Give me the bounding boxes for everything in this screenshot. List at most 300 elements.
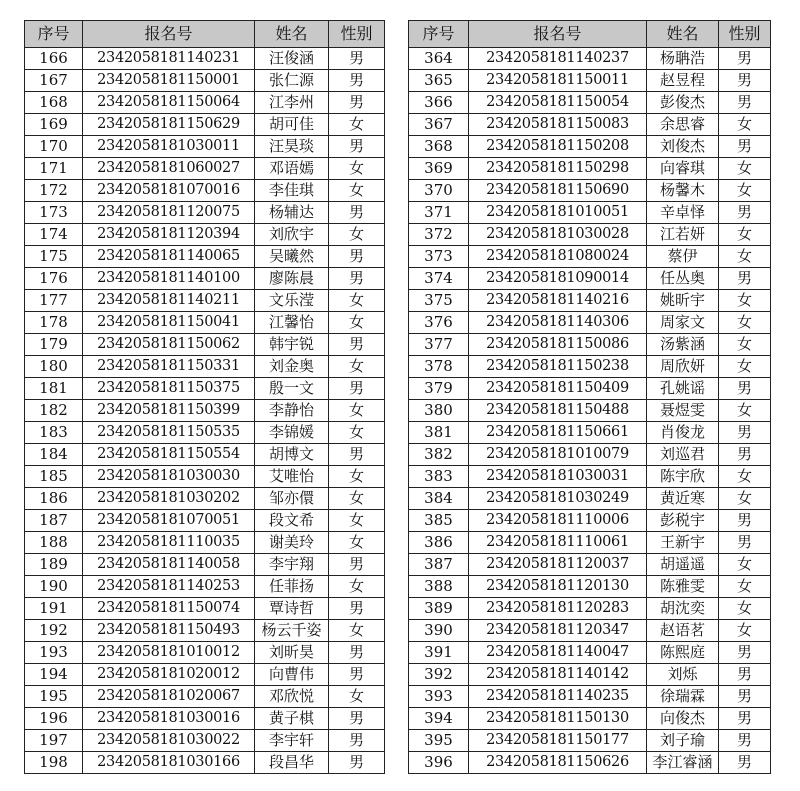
- cell-seq: 368: [409, 136, 469, 158]
- cell-gender: 男: [329, 48, 385, 70]
- cell-regno: 2342058181150001: [83, 70, 255, 92]
- cell-gender: 女: [719, 620, 771, 642]
- table-row: [409, 70, 771, 92]
- cell-regno: 2342058181150130: [469, 708, 647, 730]
- cell-gender: 男: [329, 642, 385, 664]
- cell-regno: 2342058181030028: [469, 224, 647, 246]
- table-row: [25, 532, 385, 554]
- table-row: [25, 510, 385, 532]
- cell-seq: 382: [409, 444, 469, 466]
- cell-gender: 男: [719, 532, 771, 554]
- table-row: [409, 642, 771, 664]
- table-row: [25, 180, 385, 202]
- table-row: [25, 246, 385, 268]
- table-row: [409, 510, 771, 532]
- cell-name: 汪俊涵: [255, 48, 329, 70]
- cell-regno: 2342058181080024: [469, 246, 647, 268]
- cell-gender: 男: [719, 70, 771, 92]
- cell-regno: 2342058181150554: [83, 444, 255, 466]
- cell-regno: 2342058181150238: [469, 356, 647, 378]
- cell-gender: 女: [719, 334, 771, 356]
- cell-seq: 376: [409, 312, 469, 334]
- table-row: [25, 642, 385, 664]
- cell-regno: 2342058181120130: [469, 576, 647, 598]
- cell-regno: 2342058181030022: [83, 730, 255, 752]
- cell-regno: 2342058181150690: [469, 180, 647, 202]
- cell-regno: 2342058181030249: [469, 488, 647, 510]
- cell-name: 艾唯怡: [255, 466, 329, 488]
- cell-seq: 184: [25, 444, 83, 466]
- table-row: [409, 422, 771, 444]
- table-row: [25, 422, 385, 444]
- cell-regno: 2342058181140231: [83, 48, 255, 70]
- cell-regno: 2342058181020067: [83, 686, 255, 708]
- cell-seq: 179: [25, 334, 83, 356]
- cell-name: 辛卓怿: [647, 202, 719, 224]
- cell-regno: 2342058181150298: [469, 158, 647, 180]
- cell-seq: 178: [25, 312, 83, 334]
- cell-regno: 2342058181150409: [469, 378, 647, 400]
- cell-name: 江若妍: [647, 224, 719, 246]
- cell-regno: 2342058181150054: [469, 92, 647, 114]
- cell-seq: 182: [25, 400, 83, 422]
- cell-gender: 女: [719, 312, 771, 334]
- cell-regno: 2342058181120075: [83, 202, 255, 224]
- cell-seq: 190: [25, 576, 83, 598]
- cell-regno: 2342058181150177: [469, 730, 647, 752]
- cell-regno: 2342058181150064: [83, 92, 255, 114]
- cell-seq: 389: [409, 598, 469, 620]
- table-row: [25, 136, 385, 158]
- cell-gender: 男: [719, 444, 771, 466]
- cell-regno: 2342058181150493: [83, 620, 255, 642]
- cell-name: 胡博文: [255, 444, 329, 466]
- cell-seq: 175: [25, 246, 83, 268]
- cell-gender: 女: [329, 400, 385, 422]
- cell-gender: 男: [329, 752, 385, 774]
- cell-name: 汤紫涵: [647, 334, 719, 356]
- cell-seq: 364: [409, 48, 469, 70]
- cell-gender: 男: [329, 202, 385, 224]
- cell-seq: 194: [25, 664, 83, 686]
- table-row: [25, 730, 385, 752]
- cell-regno: 2342058181140065: [83, 246, 255, 268]
- cell-gender: 女: [719, 466, 771, 488]
- cell-name: 段文希: [255, 510, 329, 532]
- cell-regno: 2342058181120394: [83, 224, 255, 246]
- cell-seq: 187: [25, 510, 83, 532]
- table-row: [409, 334, 771, 356]
- cell-name: 江馨怡: [255, 312, 329, 334]
- roster-body-left: [25, 48, 385, 774]
- cell-gender: 男: [329, 664, 385, 686]
- table-row: [409, 114, 771, 136]
- table-row: [25, 290, 385, 312]
- cell-name: 黄子棋: [255, 708, 329, 730]
- cell-name: 周家文: [647, 312, 719, 334]
- table-row: [409, 158, 771, 180]
- cell-name: 陈熙庭: [647, 642, 719, 664]
- table-row: [409, 92, 771, 114]
- table-row: [25, 686, 385, 708]
- cell-name: 杨辅达: [255, 202, 329, 224]
- table-row: [409, 312, 771, 334]
- cell-gender: 女: [329, 224, 385, 246]
- cell-gender: 男: [329, 378, 385, 400]
- cell-name: 向曹伟: [255, 664, 329, 686]
- table-row: [409, 224, 771, 246]
- cell-gender: 男: [329, 246, 385, 268]
- cell-regno: 2342058181150535: [83, 422, 255, 444]
- cell-regno: 2342058181150661: [469, 422, 647, 444]
- cell-name: 姚昕宇: [647, 290, 719, 312]
- cell-seq: 375: [409, 290, 469, 312]
- cell-name: 向俊杰: [647, 708, 719, 730]
- table-row: [25, 378, 385, 400]
- cell-gender: 女: [329, 312, 385, 334]
- cell-gender: 男: [329, 598, 385, 620]
- cell-regno: 2342058181010051: [469, 202, 647, 224]
- cell-regno: 2342058181010079: [469, 444, 647, 466]
- header-gender: 性别: [329, 21, 385, 48]
- table-row: [409, 488, 771, 510]
- cell-gender: 男: [719, 686, 771, 708]
- cell-gender: 女: [719, 488, 771, 510]
- cell-seq: 369: [409, 158, 469, 180]
- cell-seq: 393: [409, 686, 469, 708]
- cell-seq: 377: [409, 334, 469, 356]
- cell-name: 邓欣悦: [255, 686, 329, 708]
- cell-name: 赵昱程: [647, 70, 719, 92]
- cell-name: 李锦媛: [255, 422, 329, 444]
- cell-regno: 2342058181110006: [469, 510, 647, 532]
- cell-regno: 2342058181070051: [83, 510, 255, 532]
- cell-regno: 2342058181110035: [83, 532, 255, 554]
- cell-name: 覃诗哲: [255, 598, 329, 620]
- roster-table-right: [408, 20, 771, 774]
- cell-seq: 192: [25, 620, 83, 642]
- table-row: [409, 400, 771, 422]
- cell-gender: 男: [719, 92, 771, 114]
- cell-regno: 2342058181140237: [469, 48, 647, 70]
- cell-regno: 2342058181140100: [83, 268, 255, 290]
- cell-seq: 198: [25, 752, 83, 774]
- cell-regno: 2342058181140306: [469, 312, 647, 334]
- cell-regno: 2342058181150629: [83, 114, 255, 136]
- table-row: [409, 664, 771, 686]
- cell-seq: 372: [409, 224, 469, 246]
- cell-name: 邓语嫣: [255, 158, 329, 180]
- cell-seq: 391: [409, 642, 469, 664]
- cell-gender: 男: [719, 422, 771, 444]
- cell-gender: 女: [329, 466, 385, 488]
- cell-seq: 180: [25, 356, 83, 378]
- cell-seq: 387: [409, 554, 469, 576]
- cell-regno: 2342058181150488: [469, 400, 647, 422]
- cell-seq: 385: [409, 510, 469, 532]
- cell-name: 杨馨木: [647, 180, 719, 202]
- cell-seq: 189: [25, 554, 83, 576]
- table-row: [25, 334, 385, 356]
- cell-seq: 177: [25, 290, 83, 312]
- cell-name: 彭俊杰: [647, 92, 719, 114]
- header-regno: 报名号: [83, 21, 255, 48]
- table-row: [409, 202, 771, 224]
- cell-regno: 2342058181120347: [469, 620, 647, 642]
- cell-gender: 女: [719, 554, 771, 576]
- cell-gender: 女: [329, 290, 385, 312]
- cell-gender: 女: [719, 598, 771, 620]
- cell-gender: 女: [329, 576, 385, 598]
- cell-regno: 2342058181150083: [469, 114, 647, 136]
- cell-seq: 392: [409, 664, 469, 686]
- cell-seq: 395: [409, 730, 469, 752]
- cell-seq: 176: [25, 268, 83, 290]
- cell-gender: 女: [329, 488, 385, 510]
- table-row: [25, 466, 385, 488]
- cell-name: 周欣妍: [647, 356, 719, 378]
- cell-seq: 378: [409, 356, 469, 378]
- cell-name: 蔡伊: [647, 246, 719, 268]
- cell-gender: 女: [329, 158, 385, 180]
- cell-gender: 女: [329, 532, 385, 554]
- cell-regno: 2342058181150399: [83, 400, 255, 422]
- header-name: 姓名: [255, 21, 329, 48]
- cell-seq: 197: [25, 730, 83, 752]
- cell-regno: 2342058181140058: [83, 554, 255, 576]
- cell-gender: 女: [719, 180, 771, 202]
- roster-table-left: [24, 20, 385, 774]
- cell-name: 刘巡君: [647, 444, 719, 466]
- cell-name: 王新宇: [647, 532, 719, 554]
- cell-seq: 167: [25, 70, 83, 92]
- cell-name: 聂煜雯: [647, 400, 719, 422]
- cell-gender: 男: [329, 70, 385, 92]
- table-row: [25, 224, 385, 246]
- table-row: [25, 158, 385, 180]
- table-row: [409, 290, 771, 312]
- cell-seq: 394: [409, 708, 469, 730]
- cell-regno: 2342058181030166: [83, 752, 255, 774]
- cell-regno: 2342058181070016: [83, 180, 255, 202]
- cell-seq: 188: [25, 532, 83, 554]
- cell-seq: 174: [25, 224, 83, 246]
- cell-seq: 390: [409, 620, 469, 642]
- table-row: [409, 378, 771, 400]
- cell-regno: 2342058181150062: [83, 334, 255, 356]
- cell-seq: 181: [25, 378, 83, 400]
- cell-gender: 女: [329, 180, 385, 202]
- table-row: [25, 554, 385, 576]
- table-row: [25, 444, 385, 466]
- table-row: [409, 246, 771, 268]
- cell-name: 任菲扬: [255, 576, 329, 598]
- cell-name: 陈宇欣: [647, 466, 719, 488]
- cell-gender: 男: [719, 708, 771, 730]
- cell-gender: 女: [329, 510, 385, 532]
- cell-seq: 172: [25, 180, 83, 202]
- table-row: [409, 532, 771, 554]
- cell-seq: 166: [25, 48, 83, 70]
- cell-name: 廖陈晨: [255, 268, 329, 290]
- cell-seq: 367: [409, 114, 469, 136]
- cell-seq: 168: [25, 92, 83, 114]
- table-row: [25, 312, 385, 334]
- cell-name: 胡可佳: [255, 114, 329, 136]
- table-row: [25, 620, 385, 642]
- cell-seq: 170: [25, 136, 83, 158]
- table-row: [25, 114, 385, 136]
- cell-regno: 2342058181140235: [469, 686, 647, 708]
- header-seq: 序号: [409, 21, 469, 48]
- cell-name: 邹亦儇: [255, 488, 329, 510]
- cell-gender: 男: [719, 730, 771, 752]
- cell-seq: 193: [25, 642, 83, 664]
- table-row: [25, 268, 385, 290]
- cell-seq: 374: [409, 268, 469, 290]
- cell-gender: 女: [329, 422, 385, 444]
- cell-name: 胡沈奕: [647, 598, 719, 620]
- cell-regno: 2342058181090014: [469, 268, 647, 290]
- cell-name: 文乐滢: [255, 290, 329, 312]
- cell-seq: 384: [409, 488, 469, 510]
- cell-gender: 男: [719, 202, 771, 224]
- table-row: [409, 444, 771, 466]
- cell-seq: 388: [409, 576, 469, 598]
- cell-regno: 2342058181030011: [83, 136, 255, 158]
- cell-gender: 男: [329, 92, 385, 114]
- cell-seq: 381: [409, 422, 469, 444]
- cell-regno: 2342058181030202: [83, 488, 255, 510]
- cell-seq: 171: [25, 158, 83, 180]
- cell-name: 胡遥遥: [647, 554, 719, 576]
- table-row: [409, 180, 771, 202]
- cell-name: 彭税宇: [647, 510, 719, 532]
- cell-gender: 女: [719, 290, 771, 312]
- cell-seq: 185: [25, 466, 83, 488]
- cell-name: 李佳琪: [255, 180, 329, 202]
- header-row: [25, 21, 385, 48]
- cell-name: 汪昊琰: [255, 136, 329, 158]
- cell-regno: 2342058181150208: [469, 136, 647, 158]
- cell-regno: 2342058181030030: [83, 466, 255, 488]
- table-row: [409, 554, 771, 576]
- table-row: [409, 730, 771, 752]
- table-row: [25, 598, 385, 620]
- cell-regno: 2342058181150011: [469, 70, 647, 92]
- cell-name: 李宇翔: [255, 554, 329, 576]
- cell-regno: 2342058181150331: [83, 356, 255, 378]
- cell-name: 李宇轩: [255, 730, 329, 752]
- table-row: [409, 136, 771, 158]
- cell-regno: 2342058181120283: [469, 598, 647, 620]
- cell-seq: 186: [25, 488, 83, 510]
- header-name: 姓名: [647, 21, 719, 48]
- table-row: [409, 356, 771, 378]
- cell-regno: 2342058181060027: [83, 158, 255, 180]
- cell-name: 刘烁: [647, 664, 719, 686]
- cell-seq: 370: [409, 180, 469, 202]
- cell-name: 徐瑞霖: [647, 686, 719, 708]
- cell-name: 刘昕昊: [255, 642, 329, 664]
- cell-seq: 196: [25, 708, 83, 730]
- cell-regno: 2342058181150074: [83, 598, 255, 620]
- table-row: [25, 92, 385, 114]
- cell-gender: 男: [719, 136, 771, 158]
- cell-regno: 2342058181010012: [83, 642, 255, 664]
- cell-gender: 男: [719, 268, 771, 290]
- header-seq: 序号: [25, 21, 83, 48]
- table-row: [25, 488, 385, 510]
- header-row: [409, 21, 771, 48]
- cell-name: 江李州: [255, 92, 329, 114]
- table-row: [409, 576, 771, 598]
- cell-name: 殷一文: [255, 378, 329, 400]
- cell-gender: 男: [329, 730, 385, 752]
- cell-seq: 366: [409, 92, 469, 114]
- cell-name: 杨云千姿: [255, 620, 329, 642]
- cell-gender: 女: [719, 356, 771, 378]
- cell-name: 刘子瑜: [647, 730, 719, 752]
- cell-name: 韩宇锐: [255, 334, 329, 356]
- table-row: [409, 620, 771, 642]
- table-row: [25, 400, 385, 422]
- cell-seq: 169: [25, 114, 83, 136]
- cell-regno: 2342058181140047: [469, 642, 647, 664]
- cell-gender: 男: [719, 510, 771, 532]
- cell-gender: 女: [719, 224, 771, 246]
- table-row: [25, 664, 385, 686]
- cell-name: 刘俊杰: [647, 136, 719, 158]
- cell-name: 余思睿: [647, 114, 719, 136]
- table-row: [25, 48, 385, 70]
- cell-gender: 男: [719, 48, 771, 70]
- cell-gender: 男: [329, 136, 385, 158]
- cell-name: 李静怡: [255, 400, 329, 422]
- cell-regno: 2342058181140211: [83, 290, 255, 312]
- header-regno: 报名号: [469, 21, 647, 48]
- cell-name: 向睿琪: [647, 158, 719, 180]
- cell-regno: 2342058181140253: [83, 576, 255, 598]
- cell-regno: 2342058181140142: [469, 664, 647, 686]
- cell-gender: 男: [329, 444, 385, 466]
- cell-gender: 女: [719, 114, 771, 136]
- cell-gender: 男: [719, 752, 771, 774]
- cell-seq: 396: [409, 752, 469, 774]
- cell-name: 吴曦然: [255, 246, 329, 268]
- cell-seq: 379: [409, 378, 469, 400]
- cell-seq: 365: [409, 70, 469, 92]
- cell-regno: 2342058181150626: [469, 752, 647, 774]
- cell-regno: 2342058181150086: [469, 334, 647, 356]
- cell-name: 李江睿涵: [647, 752, 719, 774]
- table-row: [25, 752, 385, 774]
- cell-regno: 2342058181150375: [83, 378, 255, 400]
- cell-name: 任丛奥: [647, 268, 719, 290]
- cell-gender: 女: [719, 158, 771, 180]
- table-row: [25, 70, 385, 92]
- table-row: [409, 466, 771, 488]
- cell-gender: 男: [329, 708, 385, 730]
- cell-regno: 2342058181030031: [469, 466, 647, 488]
- cell-name: 孔姚谣: [647, 378, 719, 400]
- cell-name: 陈雅雯: [647, 576, 719, 598]
- cell-gender: 女: [329, 620, 385, 642]
- cell-gender: 男: [329, 268, 385, 290]
- cell-name: 黄近寒: [647, 488, 719, 510]
- table-row: [409, 708, 771, 730]
- cell-regno: 2342058181120037: [469, 554, 647, 576]
